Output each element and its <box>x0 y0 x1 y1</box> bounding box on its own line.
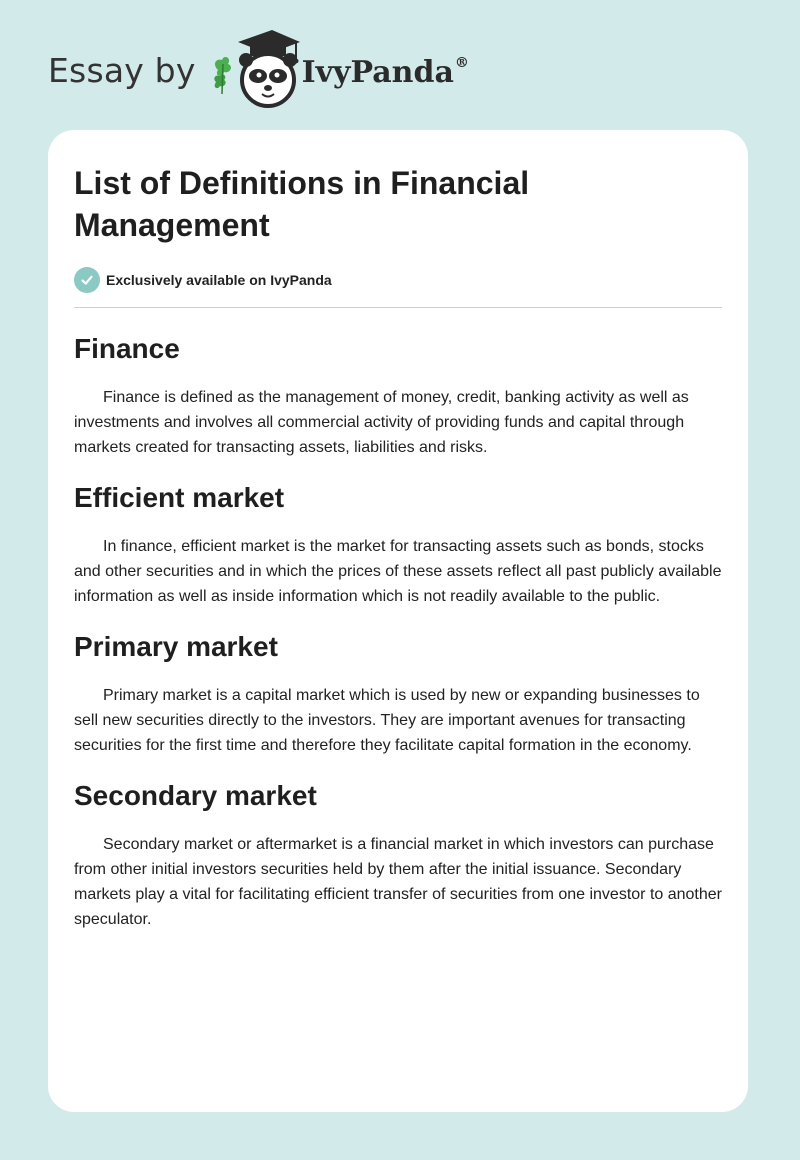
section-heading-efficient-market: Efficient market <box>74 482 285 513</box>
section-heading-finance: Finance <box>74 333 180 364</box>
brand-name[interactable]: IvyPanda® <box>301 54 469 90</box>
panda-logo-icon[interactable] <box>210 30 300 110</box>
section-heading-primary-market: Primary market <box>74 631 278 662</box>
exclusive-badge <box>74 266 722 294</box>
section-heading-secondary-market: Secondary market <box>74 780 317 811</box>
check-circle-icon <box>74 267 100 293</box>
site-header <box>48 30 469 110</box>
divider <box>74 307 722 308</box>
essay-by-label: Essay by <box>48 50 196 90</box>
section-text-efficient-market: In finance, efficient market is the market for transacting assets such as bonds, stocks and other securities and in which the prices of these assets reflect all past publicly available information as well as inside information which is not readily available to the public. <box>74 538 722 605</box>
section-text-finance: Finance is defined as the management of money, credit, banking activity as well as investments and involves all commercial activity of providing funds and capital through markets created for transacting assets, liabilities and risks. <box>74 389 689 456</box>
card-content <box>74 162 722 932</box>
badge-label: Exclusively available on IvyPanda <box>106 272 332 288</box>
section-text-primary-market: Primary market is a capital market which is used by new or expanding businesses to sell new securities directly to the investors. They are important avenues for transacting securities for the first time and therefore they facilitate capital formation in the economy. <box>74 687 700 754</box>
registered-mark: ® <box>454 54 469 71</box>
leaf-icon <box>214 57 231 94</box>
essay-card <box>48 130 748 1112</box>
page-title: List of Definitions in Financial Management <box>74 165 530 243</box>
section-text-secondary-market: Secondary market or aftermarket is a financial market in which investors can purchase from other initial investors securities held by them after the initial issuance. Secondary markets play a vital for facilitating efficient transfer of securities from one investor to another speculator. <box>74 836 722 928</box>
